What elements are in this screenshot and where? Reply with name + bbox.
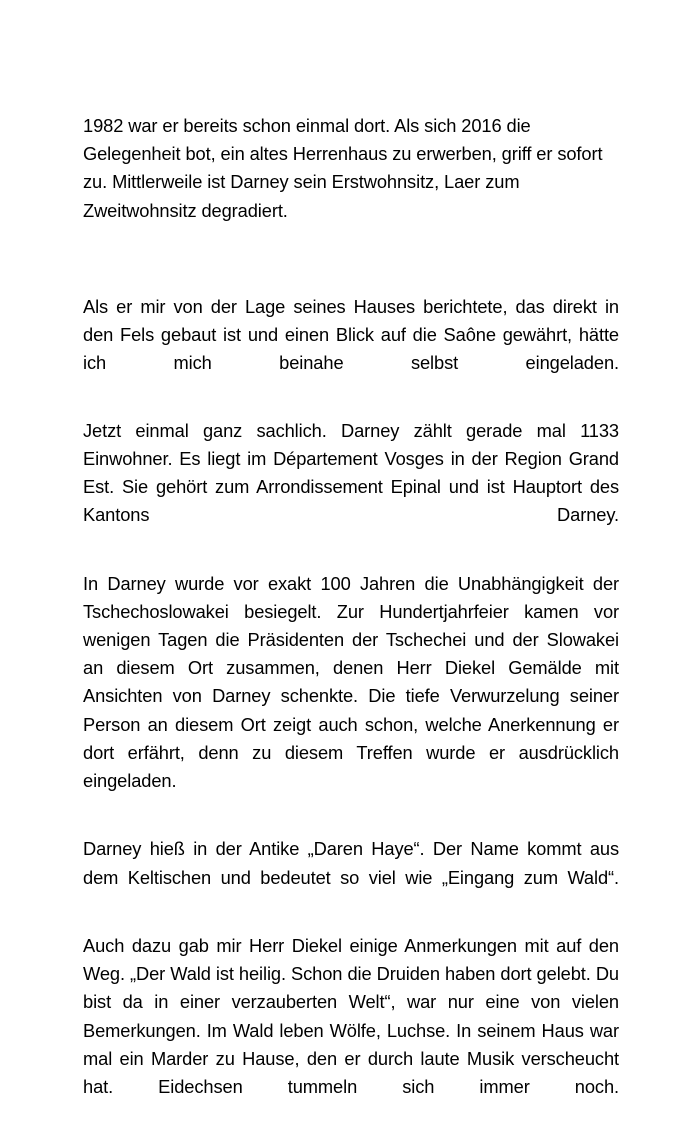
paragraph-4: In Darney wurde vor exakt 100 Jahren die Unabhängigkeit der Tschechoslowakei besiegelt. Zur Hundertjahrfeier kamen vor wenigen Tagen die Präsidenten der Tschechei und der Slowakei an diesem Ort zusammen, denen Herr Diekel Gemälde mit Ansichten von Darney schenkte. Die tiefe Verwurzelung seiner Person an diesem Ort zeigt auch schon, welche Anerkennung er dort erfährt, denn zu diesem Treffen wurde er ausdrücklich eingeladen. xyxy=(83,572,619,792)
document-text-column xyxy=(83,112,619,1130)
paragraph-3: Jetzt einmal ganz sachlich. Darney zählt gerade mal 1133 Einwohner. Es liegt im Département Vosges in der Region Grand Est. Sie gehört zum Arrondissement Epinal und ist Hauptort des Kantons Darney. xyxy=(83,419,619,526)
paragraph-5: Darney hieß in der Antike „Daren Haye“. Der Name kommt aus dem Keltischen und bedeutet so viel wie „Eingang zum Wald“. xyxy=(83,838,619,888)
paragraph-6: Auch dazu gab mir Herr Diekel einige Anmerkungen mit auf den Weg. „Der Wald ist heilig. Schon die Druiden haben dort gelebt. Du bist da in einer verzauberten Welt“, war nur eine von vielen Bemerkungen. Im Wald leben Wölfe, Luchse. In seinem Haus war mal ein Marder zu Hause, den er durch laute Musik verscheucht hat. Eidechsen tummeln sich immer noch. xyxy=(83,935,619,1098)
paragraph-2: Als er mir von der Lage seines Hauses berichtete, das direkt in den Fels gebaut ist und einen Blick auf die Saône gewährt, hätte ich mich beinahe selbst eingeladen. xyxy=(83,295,619,374)
paragraph-1: 1982 war er bereits schon einmal dort. Als sich 2016 die Gelegenheit bot, ein altes Herrenhaus zu erwerben, griff er sofort zu. Mittlerweile ist Darney sein Erstwohnsitz, Laer zum Zweitwohnsitz degradiert. xyxy=(83,115,603,221)
